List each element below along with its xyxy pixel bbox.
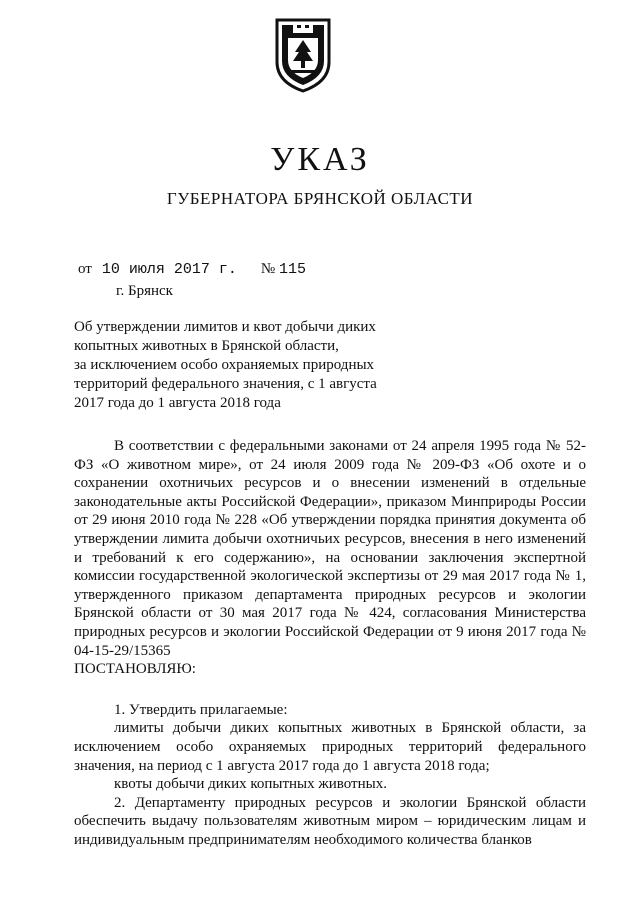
heading-line: за исключением особо охраняемых природных	[74, 357, 375, 373]
decree-body	[74, 437, 586, 849]
document-title: УКАЗ	[270, 141, 370, 178]
decree-heading	[74, 318, 404, 413]
date-prefix: от	[78, 261, 92, 277]
preamble-paragraph: В соответствии с федеральными законами от 24 апреля 1995 года № 52-ФЗ «О животном мире», от 24 июля 2009 года № 209-ФЗ «Об охоте и о сохранении охотничьих ресурсов и о внесении изменений в отдельные законодательные акты Российской Федерации», приказом Минприроды России от 29 июня 2010 года № 228 «Об утверждении порядка принятия документа об утверждении лимита добычи охотничьих ресурсов, внесения в него изменений и требований к его содержанию», на основании заключения экспертной комиссии государственной экологической экспертизы от 29 мая 2017 года № 1, утвержденного приказом департамента природных ресурсов и экологии Брянской области от 30 мая 2017 года № 424, согласования Министерства природных ресурсов и экологии Российской Федерации от 9 июня 2017 года № 04-15-29/15365	[74, 438, 586, 659]
resolve-word: ПОСТАНОВЛЯЮ:	[74, 661, 196, 678]
heading-line: территорий федерального значения, с 1 августа	[74, 376, 377, 392]
item-1-title: 1. Утвердить прилагаемые:	[114, 701, 288, 718]
decree-date-number-line	[78, 259, 306, 280]
heading-line: Об утверждении лимитов и квот добычи диких	[74, 319, 376, 335]
document-subtitle: ГУБЕРНАТОРА БРЯНСКОЙ ОБЛАСТИ	[166, 189, 474, 208]
decree-city: г. Брянск	[116, 283, 173, 299]
item-1-limits: лимиты добычи диких копытных животных в Брянской области, за исключением особо охраняемых природных территорий федерального значения, на период с 1 августа 2017 года до 1 августа 2018 года;	[74, 720, 586, 774]
decree-number: 115	[278, 261, 306, 278]
heading-line: копытных животных в Брянской области,	[74, 338, 339, 354]
number-prefix: №	[260, 261, 276, 277]
decree-date: 10 июля 2017 г.	[101, 261, 237, 278]
item-2-paragraph: 2. Департаменту природных ресурсов и экологии Брянской области обеспечить выдачу пользователям животным миром – юридическим лицам и индивидуальным предпринимателям необходимого количества бланков	[74, 794, 586, 848]
heading-line: 2017 года до 1 августа 2018 года	[74, 395, 281, 411]
item-1-quotas: квоты добычи диких копытных животных.	[114, 776, 387, 793]
bryansk-coat-of-arms-icon	[271, 16, 335, 94]
